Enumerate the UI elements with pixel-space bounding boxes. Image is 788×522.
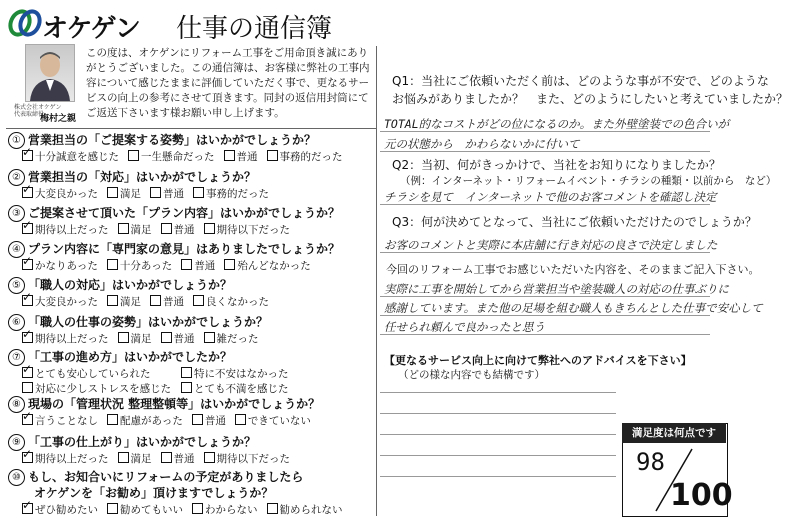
option-label: 配慮があった (120, 415, 183, 427)
checkbox[interactable] (161, 223, 172, 234)
question-number: ⑩ (8, 469, 25, 486)
question-text: 「職人の仕事の姿勢」はいかがでしょうか？ (28, 315, 269, 329)
option-label: 普通 (163, 296, 184, 308)
column-divider (376, 46, 377, 516)
advice-subtitle: （どの様な内容でも結構です） (398, 369, 545, 381)
option-row (22, 451, 299, 466)
option-label: 期待以下だった (216, 224, 290, 236)
option[interactable] (118, 331, 152, 346)
option-label: 普通 (194, 260, 216, 272)
checkbox[interactable] (150, 187, 161, 198)
option[interactable] (224, 258, 311, 273)
option-label: 対応に少しストレスを感じた (35, 383, 172, 395)
okegen-logo-icon (8, 8, 42, 38)
checkbox[interactable] (192, 503, 203, 514)
president-photo (25, 44, 75, 102)
option-label: 事務的だった (206, 188, 269, 200)
option-label: 普通 (173, 333, 195, 345)
checkbox[interactable] (118, 332, 129, 343)
option-label: 期待以上だった (35, 453, 109, 465)
q1-answer-1: TOTAL的なコストがどの位になるのか。また外壁塗装での色合いが (384, 117, 730, 131)
option[interactable] (118, 451, 152, 466)
option-label: 満足 (130, 453, 152, 465)
option-label: 言うことなし (35, 415, 98, 427)
question-text: もし、お知合いにリフォームの予定がありましたら (28, 470, 304, 484)
checkbox[interactable] (193, 295, 204, 306)
option[interactable] (118, 222, 152, 237)
checkbox[interactable] (181, 382, 192, 393)
option-label: 一生懸命だった (141, 151, 215, 163)
option-label: ぜひ勧めたい (35, 504, 98, 516)
option[interactable] (192, 502, 258, 517)
answer-rule (380, 315, 710, 316)
checkbox[interactable] (181, 367, 192, 378)
option[interactable] (224, 149, 258, 164)
option[interactable] (128, 149, 215, 164)
checkbox-checked[interactable] (22, 452, 33, 463)
advice-title: 【更なるサービス向上に向けて弊社へのアドバイスを下さい】 (384, 354, 692, 367)
checkbox-checked[interactable] (22, 367, 33, 378)
renovation-prompt: 今回のリフォーム工事でお感じいただいた内容を、そのままご記入下さい。 (386, 263, 760, 276)
checkbox[interactable] (107, 295, 118, 306)
q2-subtext: （例：インターネット・リフォームイベント・チラシの種類・以前から など） (400, 175, 777, 187)
option[interactable] (22, 366, 172, 381)
option[interactable] (22, 186, 98, 201)
checkbox[interactable] (224, 150, 235, 161)
answer-rule (380, 334, 710, 335)
q2-answer: チラシを見て インターネットで他のお客コメントを確認し決定 (384, 190, 717, 204)
option-label: 期待以上だった (35, 333, 109, 345)
option-label: 勧められない (279, 504, 343, 516)
question-text-2: オケゲンを「お勧め」頂けますでしょうか？ (34, 486, 274, 500)
checkbox-checked[interactable] (22, 259, 33, 270)
option[interactable] (193, 186, 269, 201)
option-label: 勧めてもいい (120, 504, 183, 516)
checkbox[interactable] (118, 223, 129, 234)
checkbox-checked[interactable] (22, 503, 33, 514)
option-label: 大変良かった (35, 188, 98, 200)
renovation-answer-3: 任せられ頼んで良かったと思う (384, 320, 545, 334)
question-text: 営業担当の「対応」はいかがでしょうか？ (28, 170, 257, 184)
option[interactable] (22, 258, 98, 273)
q1-text: Q1：当社にご依頼いただく前は、どのような事が不安で、どのような (392, 74, 769, 88)
option-label: 雑だった (216, 333, 259, 345)
option-label: 満足 (130, 224, 152, 236)
question-5 (8, 276, 232, 294)
checkbox-checked[interactable] (22, 414, 33, 425)
advice-rule (380, 476, 616, 477)
checkbox[interactable] (128, 150, 139, 161)
option-label: 十分誠意を感じた (35, 151, 119, 163)
checkbox[interactable] (267, 503, 278, 514)
header-divider (6, 128, 376, 129)
score-value: 98 (636, 448, 665, 476)
option[interactable] (161, 451, 195, 466)
checkbox[interactable] (107, 259, 118, 270)
president-role: 株式会社オケゲン 代表取締役 (14, 104, 62, 118)
option-label: 事務的だった (279, 151, 343, 163)
checkbox[interactable] (192, 414, 203, 425)
option[interactable] (107, 294, 141, 309)
q1-answer-2: 元の状態から かわらないかに付いて (384, 137, 580, 151)
option[interactable] (150, 186, 184, 201)
advice-rule (380, 434, 616, 435)
renovation-answer-2: 感謝しています。また他の足場を組む職人もきちんとした仕事で安心して (384, 301, 763, 315)
question-2 (8, 168, 256, 186)
question-number: ⑧ (8, 396, 25, 413)
checkbox[interactable] (224, 259, 235, 270)
option[interactable] (22, 381, 172, 396)
question-text: 「工事の進め方」はいかがでしたか？ (28, 350, 233, 364)
option-row (22, 502, 352, 517)
option[interactable] (161, 331, 195, 346)
option[interactable] (22, 413, 98, 428)
option-label: とても不満を感じた (194, 383, 289, 395)
option-row (22, 258, 320, 273)
checkbox[interactable] (267, 150, 278, 161)
checkbox[interactable] (204, 223, 215, 234)
option-label: 十分あった (119, 260, 173, 272)
option-label: 普通 (236, 151, 258, 163)
question-3 (8, 204, 340, 222)
advice-rule (380, 455, 616, 456)
question-text: 営業担当の「ご提案する姿勢」はいかがでしょうか？ (28, 133, 317, 147)
option[interactable] (22, 294, 98, 309)
question-number: ① (8, 132, 25, 149)
option[interactable] (267, 502, 343, 517)
option-label: 大変良かった (35, 296, 98, 308)
option-label: 特に不安はなかった (194, 368, 289, 380)
checkbox[interactable] (118, 452, 129, 463)
option-row (22, 149, 352, 164)
checkbox[interactable] (107, 414, 118, 425)
q2-text: Q2：当初、何がきっかけで、当社をお知りになりましたか？ (392, 158, 721, 172)
option[interactable] (181, 381, 331, 396)
checkbox[interactable] (107, 503, 118, 514)
option-label: 普通 (163, 188, 184, 200)
option-label: 普通 (173, 224, 195, 236)
option[interactable] (150, 294, 184, 309)
option-row (22, 413, 320, 428)
option[interactable] (22, 222, 109, 237)
option[interactable] (267, 149, 343, 164)
checkbox[interactable] (193, 187, 204, 198)
option[interactable] (107, 186, 141, 201)
question-9 (8, 433, 256, 451)
option[interactable] (22, 149, 119, 164)
checkbox-checked[interactable] (22, 332, 33, 343)
checkbox[interactable] (161, 452, 172, 463)
option-label: 良くなかった (206, 296, 269, 308)
option[interactable] (22, 451, 109, 466)
question-number: ② (8, 169, 25, 186)
option-row (22, 222, 299, 237)
option-label: 普通 (204, 415, 226, 427)
option-label: わからない (205, 504, 258, 516)
renovation-answer-1: 実際に工事を開始してから営業担当や塗装職人の対応の仕事ぶりに (384, 282, 729, 296)
question-text: プラン内容に「専門家の意見」はありましたでしょうか？ (28, 242, 341, 256)
question-text: ご提案させて頂いた「プラン内容」はいかがでしょうか？ (28, 206, 341, 220)
question-8 (8, 395, 320, 413)
checkbox[interactable] (235, 414, 246, 425)
option-label: 期待以下だった (216, 453, 290, 465)
checkbox[interactable] (181, 259, 192, 270)
advice-rule (380, 392, 616, 393)
option[interactable] (107, 413, 183, 428)
answer-rule (380, 204, 710, 205)
option-row (22, 381, 340, 396)
option-label: 満足 (130, 333, 152, 345)
answer-rule (380, 296, 710, 297)
option[interactable] (193, 294, 269, 309)
answer-rule (380, 131, 710, 132)
score-label: 満足度は何点ですか？ (622, 423, 726, 443)
question-number: ④ (8, 241, 25, 258)
option-row (22, 366, 340, 381)
option-row (22, 186, 278, 201)
question-4 (8, 240, 340, 258)
checkbox-checked[interactable] (22, 187, 33, 198)
checkbox-checked[interactable] (22, 295, 33, 306)
option-label: できていない (247, 415, 311, 427)
option-row (22, 331, 268, 346)
option[interactable] (181, 258, 215, 273)
checkbox[interactable] (161, 332, 172, 343)
option-row (22, 294, 278, 309)
question-number: ⑤ (8, 277, 25, 294)
checkbox[interactable] (204, 452, 215, 463)
option-label: とても安心していられた (35, 368, 151, 380)
question-number: ⑥ (8, 314, 25, 331)
option[interactable] (204, 222, 291, 237)
advice-rule (380, 413, 616, 414)
q1-text-2: お悩みがありましたか？ また、どのようにしたいと考えていましたか？ (392, 92, 788, 106)
score-max: 100 (670, 478, 733, 513)
question-number: ③ (8, 205, 25, 222)
brand-name: オケゲン (42, 14, 140, 44)
checkbox[interactable] (22, 382, 33, 393)
option[interactable] (161, 222, 195, 237)
checkbox[interactable] (150, 295, 161, 306)
option-label: 満足 (120, 296, 141, 308)
option-label: 期待以上だった (35, 224, 109, 236)
option[interactable] (107, 258, 172, 273)
option[interactable] (235, 413, 311, 428)
question-number: ⑨ (8, 434, 25, 451)
page-title: 仕事の通信簿 (176, 14, 333, 44)
option[interactable] (204, 451, 291, 466)
question-number: ⑦ (8, 349, 25, 366)
option[interactable] (204, 331, 259, 346)
answer-rule (380, 252, 710, 253)
intro-text: この度は、オケゲンにリフォーム工事をご用命頂き誠にありがとうございました。この通信簿は、お客様に弊社の工事内容について感じたままに評価していただく事で、更なるサービスの向上の参考にさせて頂きます。同封の返信用封筒にてご返送下さいます様お願い申し上げます。 (86, 47, 370, 119)
checkbox[interactable] (204, 332, 215, 343)
option[interactable] (107, 502, 183, 517)
question-text: 「工事の仕上がり」はいかがでしょうか？ (28, 435, 257, 449)
question-6 (8, 313, 268, 331)
option-label: 満足 (120, 188, 141, 200)
checkbox[interactable] (107, 187, 118, 198)
answer-rule (380, 151, 710, 152)
question-1 (8, 131, 316, 149)
option[interactable] (192, 413, 226, 428)
president-name: 梅村之親 (40, 114, 77, 124)
option[interactable] (22, 331, 109, 346)
checkbox-checked[interactable] (22, 223, 33, 234)
option[interactable] (181, 366, 331, 381)
question-text: 現場の「管理状況 整理整頓等」はいかがでしょうか？ (28, 397, 321, 411)
q3-text: Q3：何が決めてとなって、当社にご依頼いただけたのでしょうか？ (392, 215, 757, 229)
option-label: 殆んどなかった (237, 260, 311, 272)
option[interactable] (22, 502, 98, 517)
question-text: 「職人の対応」はいかがでしょうか？ (28, 278, 233, 292)
option-label: 普通 (173, 453, 195, 465)
checkbox-checked[interactable] (22, 150, 33, 161)
question-7 (8, 348, 232, 366)
option-label: かなりあった (35, 260, 98, 272)
q3-answer: お客のコメントと実際に本店舗に行き対応の良さで決定しました (384, 238, 718, 252)
